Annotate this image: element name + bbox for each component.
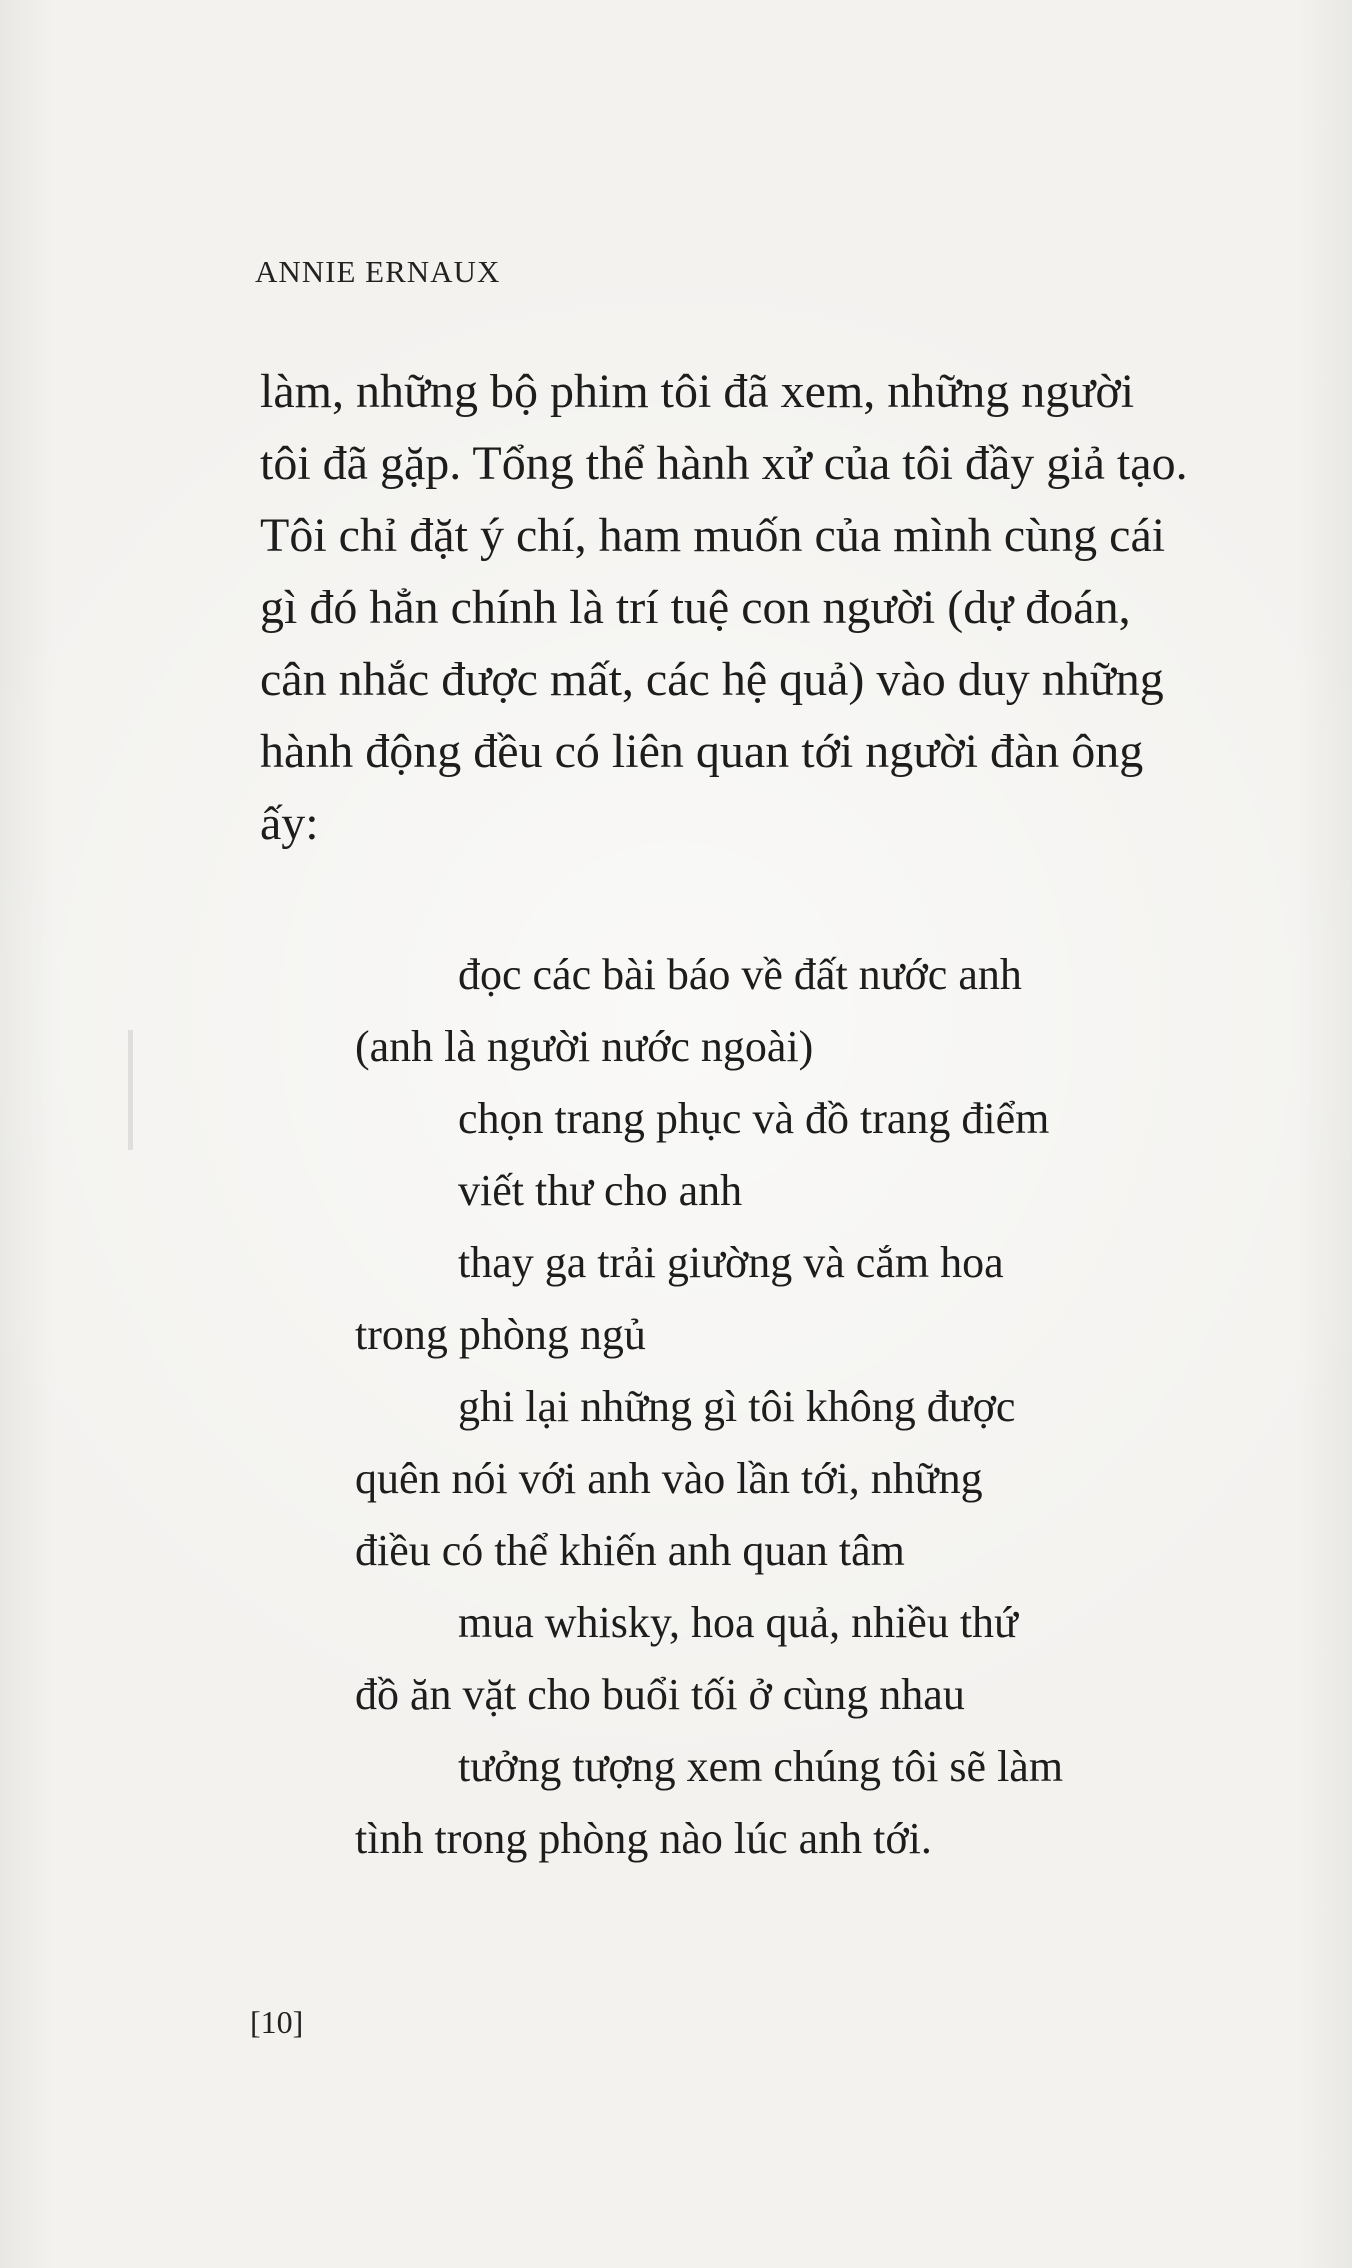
list-item-continuation: tình trong phòng nào lúc anh tới. [355,1814,932,1863]
paragraph-line: cân nhắc được mất, các hệ quả) vào duy những [260,653,1164,706]
running-header-author: ANNIE ERNAUX [255,254,501,289]
indented-list [355,939,1255,1875]
list-item-continuation: đồ ăn vặt cho buổi tối ở cùng nhau [355,1670,965,1719]
bleed-through-mark [128,1030,133,1150]
list-item-continuation: (anh là người nước ngoài) [355,1022,814,1071]
list-item-first-line: tưởng tượng xem chúng tôi sẽ làm [458,1742,1064,1791]
list-item-continuation: quên nói với anh vào lần tới, những [355,1454,983,1503]
paragraph-line: tôi đã gặp. Tổng thể hành xử của tôi đầy giả tạo. [260,437,1188,490]
list-item-continuation: trong phòng ngủ [355,1310,646,1359]
paragraph-line: làm, những bộ phim tôi đã xem, những người [260,365,1135,418]
list-item-first-line: thay ga trải giường và cắm hoa [458,1238,1004,1287]
list-item-first-line: đọc các bài báo về đất nước anh [458,950,1022,999]
list-item-first-line: mua whisky, hoa quả, nhiều thứ [458,1598,1018,1647]
list-item-first-line: ghi lại những gì tôi không được [458,1382,1016,1431]
list-item-continuation: điều có thể khiến anh quan tâm [355,1526,905,1575]
paragraph-line: ấy: [260,797,319,850]
page-number: [10] [250,2004,304,2040]
list-item-first-line: viết thư cho anh [458,1166,743,1215]
paragraph-line: Tôi chỉ đặt ý chí, ham muốn của mình cùng cái [260,509,1166,562]
paragraph-body [260,356,1260,860]
list-item-first-line: chọn trang phục và đồ trang điểm [458,1094,1050,1143]
paragraph-line: hành động đều có liên quan tới người đàn ông [260,725,1144,778]
paragraph-line: gì đó hẳn chính là trí tuệ con người (dự đoán, [260,581,1131,634]
